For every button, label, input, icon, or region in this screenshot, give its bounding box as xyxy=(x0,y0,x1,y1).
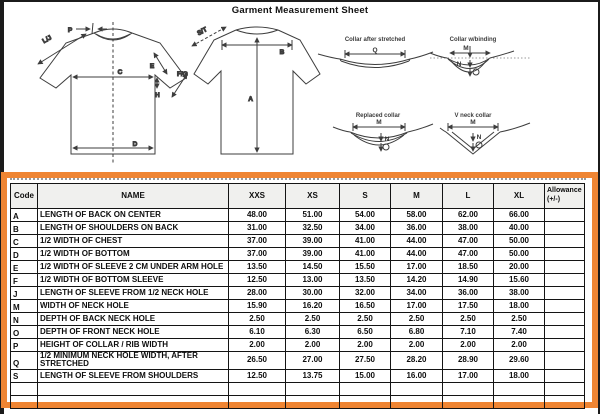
label-replaced-m: M xyxy=(376,119,382,126)
cell-value: 6.10 xyxy=(229,326,286,339)
cell-allowance xyxy=(545,287,585,300)
cell-value: 41.00 xyxy=(340,248,391,261)
cell-allowance xyxy=(545,222,585,235)
table-row xyxy=(11,274,585,287)
cell-value: 2.00 xyxy=(286,339,340,352)
collar-stretched-caption: Collar after stretched xyxy=(344,37,406,43)
empty-cell xyxy=(443,395,494,408)
cell-value: 2.00 xyxy=(494,339,545,352)
cell-value: 17.50 xyxy=(443,300,494,313)
header-size-xl: XL xyxy=(494,184,545,209)
cell-value: 12.50 xyxy=(229,274,286,287)
cell-value: 62.00 xyxy=(443,209,494,222)
label-vneck-m: M xyxy=(470,119,476,126)
cell-value: 34.00 xyxy=(340,222,391,235)
cell-name: DEPTH OF BACK NECK HOLE xyxy=(38,313,229,326)
v-neck-collar-diagram xyxy=(440,108,555,160)
empty-cell xyxy=(11,382,38,395)
cell-name: 1/2 MINIMUM NECK HOLE WIDTH, AFTER STRETCHED xyxy=(38,352,229,370)
cell-code: N xyxy=(11,313,38,326)
empty-cell xyxy=(443,382,494,395)
cell-code: Q xyxy=(11,352,38,370)
cell-value: 48.00 xyxy=(229,209,286,222)
table-row xyxy=(11,369,585,382)
cell-value: 15.50 xyxy=(340,261,391,274)
cell-value: 14.90 xyxy=(443,274,494,287)
header-size-m: M xyxy=(391,184,443,209)
cell-value: 18.00 xyxy=(494,300,545,313)
cell-value: 36.00 xyxy=(443,287,494,300)
cell-name: LENGTH OF SHOULDERS ON BACK xyxy=(38,222,229,235)
cell-name: HEIGHT OF COLLAR / RIB WIDTH xyxy=(38,339,229,352)
cell-value: 2.50 xyxy=(340,313,391,326)
cell-value: 39.00 xyxy=(286,248,340,261)
cell-value: 30.00 xyxy=(286,287,340,300)
cell-code: P xyxy=(11,339,38,352)
cell-allowance xyxy=(545,313,585,326)
cell-value: 2.50 xyxy=(494,313,545,326)
header-code: Code xyxy=(11,184,38,209)
cell-value: 32.50 xyxy=(286,222,340,235)
label-replaced-n: N xyxy=(384,136,390,143)
label-c: C xyxy=(117,69,123,76)
empty-cell xyxy=(229,395,286,408)
cell-allowance xyxy=(545,326,585,339)
back-shirt-diagram xyxy=(190,18,336,170)
cell-allowance xyxy=(545,261,585,274)
cell-value: 34.00 xyxy=(391,287,443,300)
header-size-l: L xyxy=(443,184,494,209)
cell-allowance xyxy=(545,339,585,352)
cell-code: A xyxy=(11,209,38,222)
cell-name: 1/2 WIDTH OF CHEST xyxy=(38,235,229,248)
header-size-s: S xyxy=(340,184,391,209)
empty-cell xyxy=(494,395,545,408)
cell-value: 2.50 xyxy=(286,313,340,326)
cell-value: 44.00 xyxy=(391,248,443,261)
label-lj: L/J xyxy=(41,34,54,46)
cell-value: 39.00 xyxy=(286,235,340,248)
table-row xyxy=(11,300,585,313)
cell-allowance xyxy=(545,369,585,382)
cell-value: 18.50 xyxy=(443,261,494,274)
label-d: D xyxy=(132,141,138,148)
label-a: A xyxy=(248,96,253,103)
label-binding-m: M xyxy=(463,45,469,52)
table-row xyxy=(11,352,585,370)
table-header-row xyxy=(11,184,585,209)
cell-value: 15.90 xyxy=(229,300,286,313)
header-allowance-line1: Allowance xyxy=(547,187,582,194)
table-row xyxy=(11,339,585,352)
cell-code: B xyxy=(11,222,38,235)
label-st: S/T xyxy=(196,26,209,38)
cell-value: 14.20 xyxy=(391,274,443,287)
label-h: H xyxy=(155,92,160,99)
cell-value: 6.30 xyxy=(286,326,340,339)
cell-value: 28.00 xyxy=(229,287,286,300)
cell-name: 1/2 WIDTH OF BOTTOM xyxy=(38,248,229,261)
cell-value: 47.00 xyxy=(443,248,494,261)
cell-value: 28.90 xyxy=(443,352,494,370)
cell-code: E xyxy=(11,261,38,274)
cell-value: 50.00 xyxy=(494,248,545,261)
cell-value: 38.00 xyxy=(494,287,545,300)
v-neck-caption: V neck collar xyxy=(454,113,492,119)
cell-allowance xyxy=(545,274,585,287)
cell-value: 54.00 xyxy=(340,209,391,222)
collar-after-stretched-diagram xyxy=(318,32,433,80)
header-allowance xyxy=(545,184,585,209)
cell-allowance xyxy=(545,300,585,313)
measurement-table xyxy=(10,183,585,409)
cell-value: 17.00 xyxy=(391,261,443,274)
header-size-xxs: XXS xyxy=(229,184,286,209)
table-row xyxy=(11,287,585,300)
cell-value: 2.00 xyxy=(391,339,443,352)
cell-value: 40.00 xyxy=(494,222,545,235)
cell-value: 37.00 xyxy=(229,235,286,248)
cell-value: 29.60 xyxy=(494,352,545,370)
empty-cell xyxy=(340,382,391,395)
cell-value: 47.00 xyxy=(443,235,494,248)
cell-value: 26.50 xyxy=(229,352,286,370)
cell-value: 32.00 xyxy=(340,287,391,300)
cell-value: 38.00 xyxy=(443,222,494,235)
cell-name: LENGTH OF SLEEVE FROM 1/2 NECK HOLE xyxy=(38,287,229,300)
cell-value: 16.00 xyxy=(391,369,443,382)
replaced-collar-caption: Replaced collar xyxy=(355,113,401,119)
table-row xyxy=(11,261,585,274)
cell-value: 28.20 xyxy=(391,352,443,370)
cell-value: 27.00 xyxy=(286,352,340,370)
label-p: P xyxy=(67,27,73,34)
table-row xyxy=(11,222,585,235)
cell-allowance xyxy=(545,209,585,222)
cell-value: 27.50 xyxy=(340,352,391,370)
empty-cell xyxy=(545,395,585,408)
replaced-collar-diagram xyxy=(333,108,443,160)
cell-code: J xyxy=(11,287,38,300)
empty-cell xyxy=(545,382,585,395)
empty-table-row xyxy=(11,395,585,408)
label-vneck-n: N xyxy=(476,134,482,141)
collar-binding-caption: Collar w/binding xyxy=(449,37,497,43)
cell-value: 13.50 xyxy=(340,274,391,287)
cell-allowance xyxy=(545,248,585,261)
label-b: B xyxy=(279,49,285,56)
cell-name: LENGTH OF SLEEVE FROM SHOULDERS xyxy=(38,369,229,382)
cell-value: 16.20 xyxy=(286,300,340,313)
cutoff-text-strip xyxy=(10,178,586,180)
header-allowance-line2: (+/-) xyxy=(547,196,561,203)
table-body xyxy=(11,209,585,409)
cell-name: LENGTH OF BACK ON CENTER xyxy=(38,209,229,222)
cell-value: 2.50 xyxy=(443,313,494,326)
table-row xyxy=(11,248,585,261)
cell-value: 13.00 xyxy=(286,274,340,287)
cell-value: 13.75 xyxy=(286,369,340,382)
table-row xyxy=(11,209,585,222)
empty-table-row xyxy=(11,382,585,395)
empty-cell xyxy=(391,382,443,395)
cell-value: 2.50 xyxy=(229,313,286,326)
cell-code: D xyxy=(11,248,38,261)
cell-value: 17.00 xyxy=(443,369,494,382)
page-title: Garment Measurement Sheet xyxy=(231,5,369,16)
cell-value: 2.00 xyxy=(229,339,286,352)
cell-value: 44.00 xyxy=(391,235,443,248)
cell-name: DEPTH OF FRONT NECK HOLE xyxy=(38,326,229,339)
table-row xyxy=(11,326,585,339)
empty-cell xyxy=(38,382,229,395)
cell-code: F xyxy=(11,274,38,287)
header-name: NAME xyxy=(38,184,229,209)
header-size-xs: XS xyxy=(286,184,340,209)
front-shirt-diagram xyxy=(8,18,192,170)
empty-cell xyxy=(494,382,545,395)
cell-code: M xyxy=(11,300,38,313)
empty-cell xyxy=(229,382,286,395)
cell-code: C xyxy=(11,235,38,248)
empty-cell xyxy=(286,395,340,408)
cell-value: 16.50 xyxy=(340,300,391,313)
cell-value: 51.00 xyxy=(286,209,340,222)
cell-value: 12.50 xyxy=(229,369,286,382)
label-q: Q xyxy=(372,47,378,54)
cell-allowance xyxy=(545,235,585,248)
empty-cell xyxy=(11,395,38,408)
cell-value: 41.00 xyxy=(340,235,391,248)
collar-with-binding-diagram xyxy=(430,32,550,80)
table-row xyxy=(11,313,585,326)
cell-value: 50.00 xyxy=(494,235,545,248)
table-row xyxy=(11,235,585,248)
cell-value: 18.00 xyxy=(494,369,545,382)
cell-value: 37.00 xyxy=(229,248,286,261)
empty-cell xyxy=(340,395,391,408)
cell-name: 1/2 WIDTH OF BOTTOM SLEEVE xyxy=(38,274,229,287)
cell-name: WIDTH OF NECK HOLE xyxy=(38,300,229,313)
cell-value: 15.00 xyxy=(340,369,391,382)
cell-value: 15.60 xyxy=(494,274,545,287)
cell-code: S xyxy=(11,369,38,382)
empty-cell xyxy=(38,395,229,408)
cell-value: 2.50 xyxy=(391,313,443,326)
cell-name: 1/2 WIDTH OF SLEEVE 2 CM UNDER ARM HOLE xyxy=(38,261,229,274)
cell-value: 58.00 xyxy=(391,209,443,222)
empty-cell xyxy=(286,382,340,395)
cell-value: 6.80 xyxy=(391,326,443,339)
cell-value: 2.00 xyxy=(443,339,494,352)
cell-value: 7.40 xyxy=(494,326,545,339)
cell-code: O xyxy=(11,326,38,339)
cell-value: 13.50 xyxy=(229,261,286,274)
label-binding-n: N xyxy=(456,61,462,68)
cell-value: 17.00 xyxy=(391,300,443,313)
cell-value: 36.00 xyxy=(391,222,443,235)
cell-allowance xyxy=(545,352,585,370)
cell-value: 14.50 xyxy=(286,261,340,274)
cell-value: 66.00 xyxy=(494,209,545,222)
cell-value: 6.50 xyxy=(340,326,391,339)
label-fg: F/G xyxy=(177,71,188,78)
empty-cell xyxy=(391,395,443,408)
cell-value: 31.00 xyxy=(229,222,286,235)
label-e: E xyxy=(149,63,155,70)
cell-value: 7.10 xyxy=(443,326,494,339)
cell-value: 2.00 xyxy=(340,339,391,352)
cell-value: 20.00 xyxy=(494,261,545,274)
